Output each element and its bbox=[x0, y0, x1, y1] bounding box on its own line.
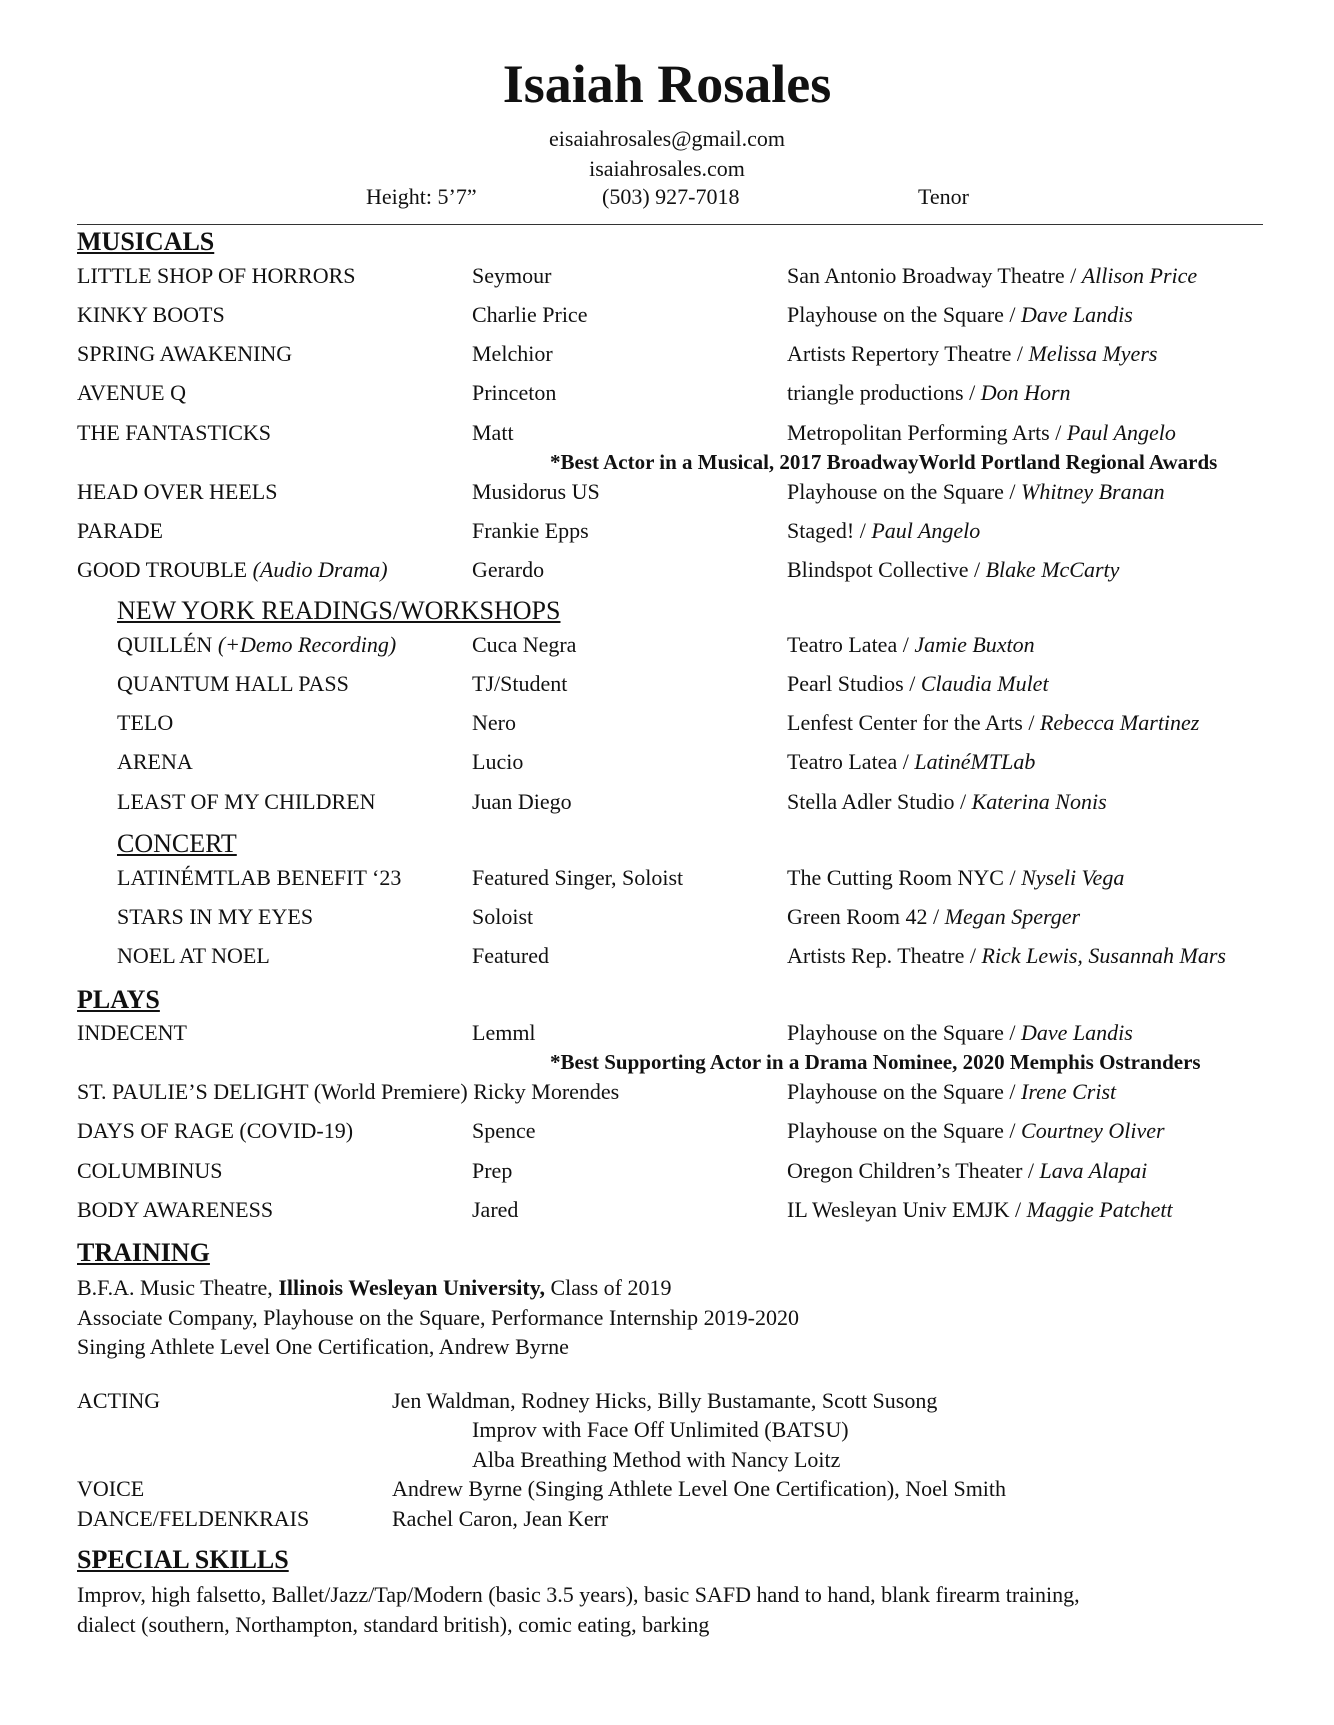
credit-title: ST. PAULIE’S DELIGHT (World Premiere) Ricky Morendes bbox=[77, 1079, 620, 1104]
credit-venue: Playhouse on the Square / Dave Landis bbox=[787, 1020, 1133, 1045]
training-line: Associate Company, Playhouse on the Square, Performance Internship 2019-2020 bbox=[77, 1305, 799, 1330]
training-line: Singing Athlete Level One Certification, Andrew Byrne bbox=[77, 1334, 569, 1359]
award-note: *Best Actor in a Musical, 2017 BroadwayWorld Portland Regional Awards bbox=[550, 450, 1218, 474]
credit-venue: Blindspot Collective / Blake McCarty bbox=[787, 557, 1120, 582]
credit-role: Soloist bbox=[472, 904, 534, 929]
credit-role: Gerardo bbox=[472, 557, 545, 582]
credit-venue: Playhouse on the Square / Dave Landis bbox=[787, 302, 1133, 327]
header-divider bbox=[77, 224, 1263, 225]
credit-title: THE FANTASTICKS bbox=[77, 420, 272, 445]
credit-title: TELO bbox=[117, 710, 174, 735]
credit-venue: Staged! / Paul Angelo bbox=[787, 518, 981, 543]
credit-title: QUILLÉN (+Demo Recording) bbox=[117, 632, 397, 657]
credit-role: TJ/Student bbox=[472, 671, 568, 696]
credit-venue: Playhouse on the Square / Whitney Branan bbox=[787, 479, 1165, 504]
credit-title: INDECENT bbox=[77, 1020, 187, 1045]
credit-venue: Artists Repertory Theatre / Melissa Myers bbox=[787, 341, 1158, 366]
credit-venue: Stella Adler Studio / Katerina Nonis bbox=[787, 789, 1107, 814]
credit-title: PARADE bbox=[77, 518, 163, 543]
training-label-voice: VOICE bbox=[77, 1476, 145, 1501]
voice-type: Tenor bbox=[918, 184, 969, 209]
credit-role: Jared bbox=[472, 1197, 519, 1222]
section-heading-training: TRAINING bbox=[77, 1238, 210, 1267]
credit-role: Prep bbox=[472, 1158, 513, 1183]
contact-email: eisaiahrosales@gmail.com bbox=[549, 126, 785, 151]
training-degree: B.F.A. Music Theatre, Illinois Wesleyan University, Class of 2019 bbox=[77, 1275, 672, 1300]
resume-name: Isaiah Rosales bbox=[502, 54, 832, 114]
credit-title: LEAST OF MY CHILDREN bbox=[117, 789, 376, 814]
credit-venue: Oregon Children’s Theater / Lava Alapai bbox=[787, 1158, 1148, 1183]
credit-role: Musidorus US bbox=[472, 479, 600, 504]
training-value: Improv with Face Off Unlimited (BATSU) bbox=[472, 1417, 849, 1442]
credit-role: Melchior bbox=[472, 341, 553, 366]
credit-venue: The Cutting Room NYC / Nyseli Vega bbox=[787, 865, 1125, 890]
credit-venue: San Antonio Broadway Theatre / Allison Price bbox=[787, 263, 1198, 288]
training-value: Jen Waldman, Rodney Hicks, Billy Bustamante, Scott Susong bbox=[392, 1388, 938, 1413]
credit-venue: Metropolitan Performing Arts / Paul Angelo bbox=[787, 420, 1176, 445]
height-stat: Height: 5’7” bbox=[366, 184, 477, 209]
training-label-dance: DANCE/FELDENKRAIS bbox=[77, 1506, 310, 1531]
subsection-heading-concert: CONCERT bbox=[117, 829, 237, 858]
credit-venue: IL Wesleyan Univ EMJK / Maggie Patchett bbox=[787, 1197, 1173, 1222]
credit-role: Cuca Negra bbox=[472, 632, 577, 657]
credit-title: HEAD OVER HEELS bbox=[77, 479, 278, 504]
credit-role: Featured Singer, Soloist bbox=[472, 865, 684, 890]
credit-title: GOOD TROUBLE (Audio Drama) bbox=[77, 557, 388, 582]
credit-title: AVENUE Q bbox=[77, 380, 186, 405]
award-note: *Best Supporting Actor in a Drama Nominee, 2020 Memphis Ostranders bbox=[550, 1050, 1201, 1074]
skills-text: Improv, high falsetto, Ballet/Jazz/Tap/Modern (basic 3.5 years), basic SAFD hand to hand, blank firearm training, bbox=[77, 1582, 1080, 1607]
section-heading-musicals: MUSICALS bbox=[77, 227, 215, 256]
credit-title: KINKY BOOTS bbox=[77, 302, 225, 327]
training-label-acting: ACTING bbox=[77, 1388, 161, 1413]
contact-phone: (503) 927-7018 bbox=[602, 184, 740, 209]
credit-venue: Lenfest Center for the Arts / Rebecca Martinez bbox=[787, 710, 1200, 735]
credit-role: Lucio bbox=[472, 749, 524, 774]
section-heading-plays: PLAYS bbox=[77, 985, 160, 1014]
credit-role: Princeton bbox=[472, 380, 557, 405]
credit-title: DAYS OF RAGE (COVID-19) bbox=[77, 1118, 354, 1143]
credit-venue: Teatro Latea / LatinéMTLab bbox=[787, 749, 1036, 774]
credit-venue: Pearl Studios / Claudia Mulet bbox=[787, 671, 1049, 696]
credit-venue: triangle productions / Don Horn bbox=[787, 380, 1071, 405]
credit-role: Frankie Epps bbox=[472, 518, 589, 543]
credit-title: BODY AWARENESS bbox=[77, 1197, 274, 1222]
credit-venue: Teatro Latea / Jamie Buxton bbox=[787, 632, 1035, 657]
training-value: Rachel Caron, Jean Kerr bbox=[392, 1506, 609, 1531]
credit-title: STARS IN MY EYES bbox=[117, 904, 314, 929]
credit-title: SPRING AWAKENING bbox=[77, 341, 293, 366]
credit-role: Juan Diego bbox=[472, 789, 572, 814]
credit-role: Nero bbox=[472, 710, 516, 735]
credit-venue: Playhouse on the Square / Irene Crist bbox=[787, 1079, 1117, 1104]
credit-role: Seymour bbox=[472, 263, 552, 288]
credit-venue: Green Room 42 / Megan Sperger bbox=[787, 904, 1081, 929]
training-value: Alba Breathing Method with Nancy Loitz bbox=[472, 1447, 841, 1472]
credit-title: ARENA bbox=[117, 749, 193, 774]
credit-title: QUANTUM HALL PASS bbox=[117, 671, 349, 696]
contact-website: isaiahrosales.com bbox=[589, 156, 745, 181]
credit-role: Spence bbox=[472, 1118, 536, 1143]
credit-role: Featured bbox=[472, 943, 549, 968]
credit-role: Lemml bbox=[472, 1020, 536, 1045]
subsection-heading-readings: NEW YORK READINGS/WORKSHOPS bbox=[117, 596, 561, 625]
credit-role: Charlie Price bbox=[472, 302, 588, 327]
credit-title: NOEL AT NOEL bbox=[117, 943, 270, 968]
credit-title: LITTLE SHOP OF HORRORS bbox=[77, 263, 356, 288]
credit-venue: Artists Rep. Theatre / Rick Lewis, Susannah Mars bbox=[787, 943, 1226, 968]
section-heading-skills: SPECIAL SKILLS bbox=[77, 1545, 289, 1574]
credit-title: LATINÉMTLAB BENEFIT ‘23 bbox=[117, 865, 402, 890]
credit-title: COLUMBINUS bbox=[77, 1158, 223, 1183]
credit-role: Matt bbox=[472, 420, 514, 445]
skills-text: dialect (southern, Northampton, standard british), comic eating, barking bbox=[77, 1612, 710, 1637]
training-value: Andrew Byrne (Singing Athlete Level One Certification), Noel Smith bbox=[392, 1476, 1007, 1501]
credit-venue: Playhouse on the Square / Courtney Oliver bbox=[787, 1118, 1165, 1143]
